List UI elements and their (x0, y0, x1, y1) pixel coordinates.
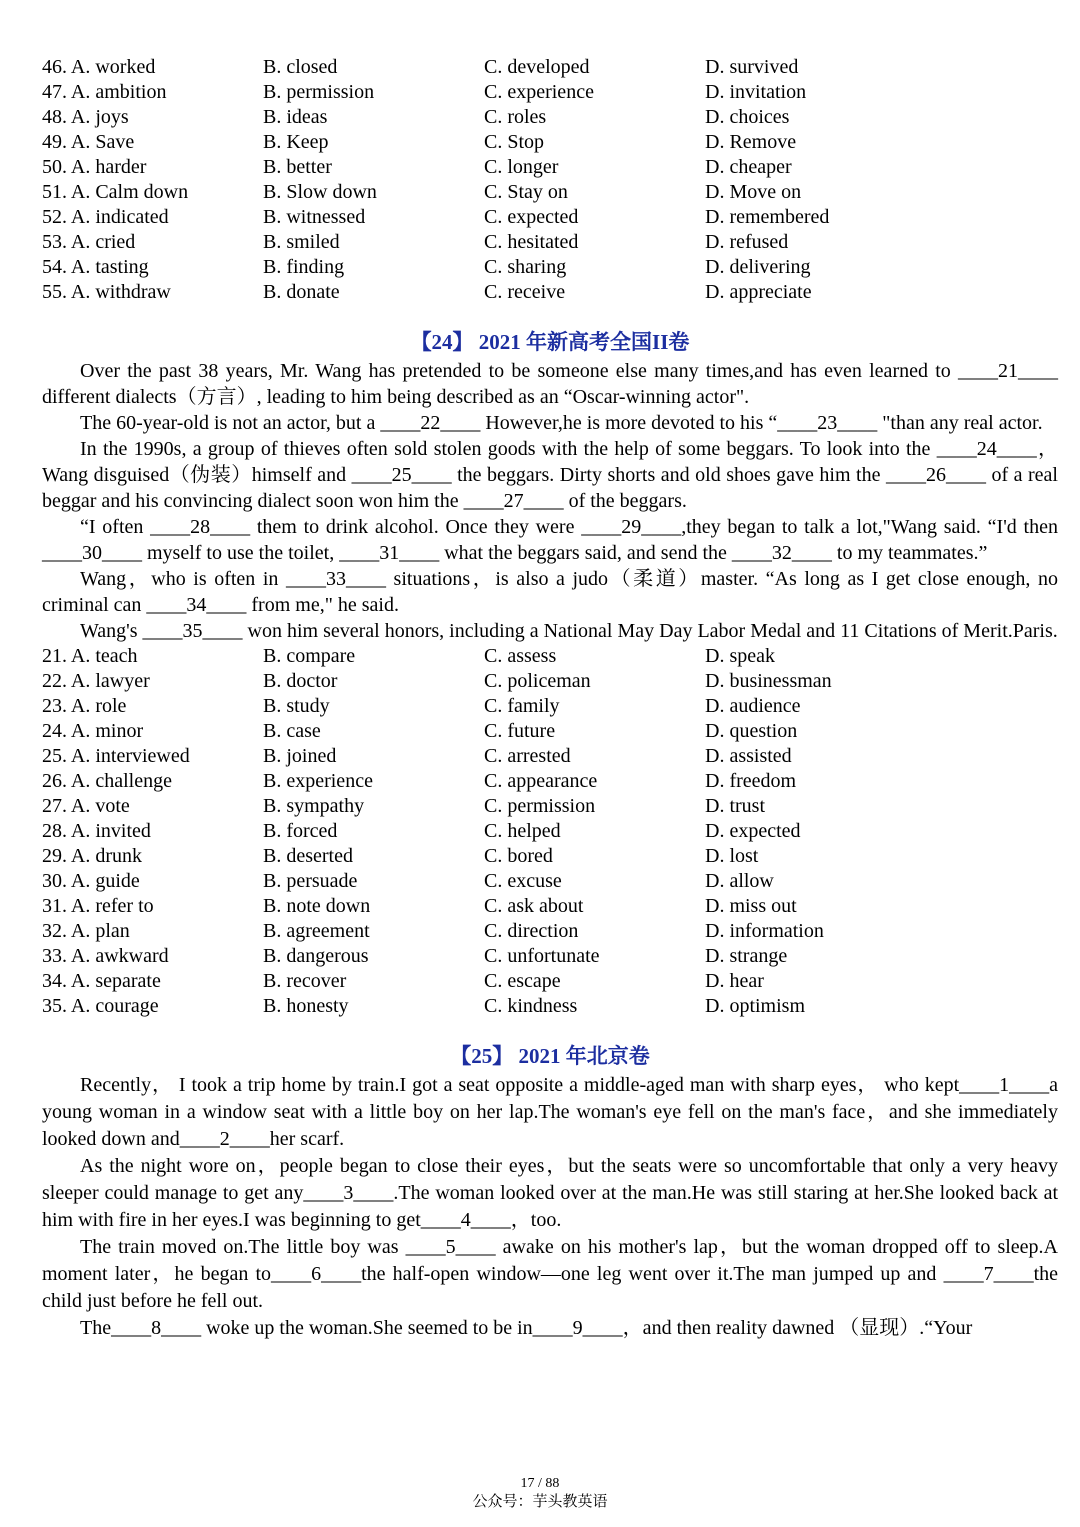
option-d: D. freedom (705, 770, 797, 792)
option-d: D. miss out (705, 895, 797, 917)
option-row (42, 55, 1058, 80)
passage-paragraph: As the night wore on，people began to close their eyes，but the seats were so uncomfortable that only a very heavy sleeper could manage to get any____3____.The woman looked over at the man.He was still staring at her.She looked back at him with fire in her eyes.I was beginning to get____4____，too. (42, 1155, 1058, 1231)
option-b: B. honesty (263, 995, 349, 1017)
option-a: 53. A. cried (42, 231, 136, 253)
option-b: B. agreement (263, 920, 370, 942)
option-d: D. invitation (705, 81, 807, 103)
option-d: D. optimism (705, 995, 806, 1017)
option-row (42, 180, 1058, 205)
option-a: 29. A. drunk (42, 845, 142, 867)
option-d: D. remembered (705, 206, 830, 228)
option-row (42, 894, 1058, 919)
option-c: C. Stop (484, 131, 545, 153)
option-a: 51. A. Calm down (42, 181, 189, 203)
option-c: C. arrested (484, 745, 571, 767)
page-footer (0, 1474, 1080, 1512)
option-c: C. sharing (484, 256, 567, 278)
page-number: 17 / 88 (520, 1476, 560, 1491)
option-row (42, 969, 1058, 994)
option-b: B. case (263, 720, 321, 742)
option-c: C. bored (484, 845, 553, 867)
option-d: D. Remove (705, 131, 797, 153)
option-a: 22. A. lawyer (42, 670, 150, 692)
option-c: C. receive (484, 281, 566, 303)
passage-paragraph: Recently， I took a trip home by train.I got a seat opposite a middle-aged man with sharp eyes， who kept____1____a young woman in a window seat with a little boy on her lap.The woman's eye fell on the man's face，and she immediately looked down and____2____her scarf. (42, 1074, 1058, 1150)
option-a: 34. A. separate (42, 970, 161, 992)
option-a: 23. A. role (42, 695, 127, 717)
account-name: 公众号：芋头教英语 (472, 1494, 608, 1510)
option-c: C. permission (484, 795, 596, 817)
option-c: C. developed (484, 56, 590, 78)
option-c: C. excuse (484, 870, 562, 892)
option-d: D. Move on (705, 181, 802, 203)
option-row (42, 155, 1058, 180)
option-a: 54. A. tasting (42, 256, 149, 278)
passage-paragraph: Wang's ____35____ won him several honors, including a National May Day Labor Medal and 11 Citations of Merit.Paris. (80, 620, 1058, 642)
option-d: D. audience (705, 695, 801, 717)
option-a: 55. A. withdraw (42, 281, 171, 303)
option-a: 46. A. worked (42, 56, 156, 78)
passage-paragraph: “I often ____28____ them to drink alcohol. Once they were ____29____,they began to talk a lot,"Wang said. “I'd then ____30____ myself to use the toilet, ____31____ what the beggars said, and send the ____32____ to my teammates.” (42, 516, 1058, 564)
option-d: D. cheaper (705, 156, 792, 178)
option-d: D. choices (705, 106, 790, 128)
option-row (42, 280, 1058, 305)
option-a: 32. A. plan (42, 920, 130, 942)
option-row (42, 944, 1058, 969)
option-c: C. unfortunate (484, 945, 600, 967)
section-25-title: 【25】 2021 年北京卷 (450, 1044, 650, 1068)
passage-paragraph: The train moved on.The little boy was ____5____ awake on his mother's lap，but the woman dropped off to sleep.A moment later，he began to____6____the half-open window—one leg went over it.The man jumped up and ____7____the child just before he fell out. (42, 1236, 1058, 1312)
option-a: 33. A. awkward (42, 945, 169, 967)
option-b: B. experience (263, 770, 373, 792)
option-row (42, 794, 1058, 819)
option-a: 24. A. minor (42, 720, 144, 742)
option-b: B. closed (263, 56, 338, 78)
option-b: B. note down (263, 895, 371, 917)
option-c: C. future (484, 720, 556, 742)
section-24-passage (42, 358, 1058, 644)
option-row (42, 844, 1058, 869)
option-d: D. businessman (705, 670, 832, 692)
option-b: B. dangerous (263, 945, 369, 967)
option-c: C. appearance (484, 770, 598, 792)
option-row (42, 919, 1058, 944)
option-c: C. ask about (484, 895, 584, 917)
option-a: 49. A. Save (42, 131, 135, 153)
option-d: D. assisted (705, 745, 792, 767)
option-row (42, 744, 1058, 769)
option-a: 28. A. invited (42, 820, 151, 842)
option-row (42, 80, 1058, 105)
option-a: 21. A. teach (42, 645, 138, 667)
option-d: D. delivering (705, 256, 811, 278)
option-c: C. escape (484, 970, 561, 992)
passage-paragraph: In the 1990s, a group of thieves often sold stolen goods with the help of some beggars. To look into the ____24____，Wang disguised（伪装）himself and ____25____ the beggars. Dirty shorts and old shoes gave him the ____26____ of a real beggar and his convincing dialect soon won him the ____27____ of the beggars. (42, 438, 1058, 512)
option-b: B. forced (263, 820, 338, 842)
passage-paragraph: The 60-year-old is not an actor, but a ____22____ However,he is more devoted to his “____23____ "than any real actor. (80, 412, 1043, 434)
option-a: 25. A. interviewed (42, 745, 190, 767)
option-row (42, 719, 1058, 744)
option-b: B. finding (263, 256, 345, 278)
option-c: C. experience (484, 81, 594, 103)
option-row (42, 669, 1058, 694)
option-d: D. allow (705, 870, 774, 892)
passage-paragraph: Over the past 38 years, Mr. Wang has pretended to be someone else many times,and has even learned to ____21____ different dialects（方言）, leading to him being described as an “Oscar-winning actor". (42, 360, 1058, 408)
options-21-35 (42, 644, 1058, 1019)
option-d: D. trust (705, 795, 765, 817)
section-24-title: 【24】 2021 年新高考全国II卷 (410, 330, 690, 354)
option-row (42, 769, 1058, 794)
option-d: D. survived (705, 56, 799, 78)
option-d: D. strange (705, 945, 788, 967)
option-d: D. refused (705, 231, 789, 253)
option-c: C. helped (484, 820, 561, 842)
option-a: 31. A. refer to (42, 895, 154, 917)
option-b: B. smiled (263, 231, 340, 253)
option-c: C. expected (484, 206, 579, 228)
option-a: 50. A. harder (42, 156, 147, 178)
option-row (42, 869, 1058, 894)
option-row (42, 130, 1058, 155)
document-page (42, 55, 1058, 1342)
option-d: D. expected (705, 820, 801, 842)
option-row (42, 255, 1058, 280)
option-b: B. witnessed (263, 206, 366, 228)
option-row (42, 994, 1058, 1019)
option-c: C. hesitated (484, 231, 579, 253)
option-a: 26. A. challenge (42, 770, 172, 792)
option-b: B. ideas (263, 106, 328, 128)
option-d: D. appreciate (705, 281, 812, 303)
option-b: B. Slow down (263, 181, 377, 203)
option-d: D. question (705, 720, 798, 742)
option-a: 30. A. guide (42, 870, 140, 892)
options-46-55 (42, 55, 1058, 305)
option-b: B. joined (263, 745, 337, 767)
option-a: 35. A. courage (42, 995, 159, 1017)
option-b: B. compare (263, 645, 356, 667)
section-25-passage (42, 1072, 1058, 1342)
option-b: B. donate (263, 281, 340, 303)
option-b: B. deserted (263, 845, 353, 867)
option-b: B. permission (263, 81, 375, 103)
option-c: C. Stay on (484, 181, 568, 203)
option-c: C. policeman (484, 670, 591, 692)
option-b: B. better (263, 156, 332, 178)
option-b: B. Keep (263, 131, 329, 153)
option-row (42, 694, 1058, 719)
option-b: B. study (263, 695, 330, 717)
option-row (42, 644, 1058, 669)
option-c: C. roles (484, 106, 547, 128)
option-a: 52. A. indicated (42, 206, 169, 228)
option-row (42, 105, 1058, 130)
option-row (42, 230, 1058, 255)
option-a: 47. A. ambition (42, 81, 167, 103)
option-c: C. family (484, 695, 560, 717)
option-d: D. lost (705, 845, 759, 867)
option-a: 27. A. vote (42, 795, 130, 817)
option-b: B. doctor (263, 670, 338, 692)
option-b: B. recover (263, 970, 347, 992)
option-row (42, 819, 1058, 844)
option-d: D. information (705, 920, 824, 942)
option-d: D. hear (705, 970, 764, 992)
option-c: C. assess (484, 645, 557, 667)
option-row (42, 205, 1058, 230)
option-d: D. speak (705, 645, 775, 667)
option-c: C. direction (484, 920, 579, 942)
option-c: C. kindness (484, 995, 578, 1017)
passage-paragraph: Wang，who is often in ____33____ situations，is also a judo（柔道）master. “As long as I get close enough, no criminal can ____34____ from me," he said. (42, 568, 1058, 616)
option-b: B. persuade (263, 870, 358, 892)
option-c: C. longer (484, 156, 559, 178)
passage-paragraph: The____8____ woke up the woman.She seemed to be in____9____，and then reality dawned （显现）.“Your (80, 1317, 973, 1339)
option-b: B. sympathy (263, 795, 365, 817)
option-a: 48. A. joys (42, 106, 129, 128)
